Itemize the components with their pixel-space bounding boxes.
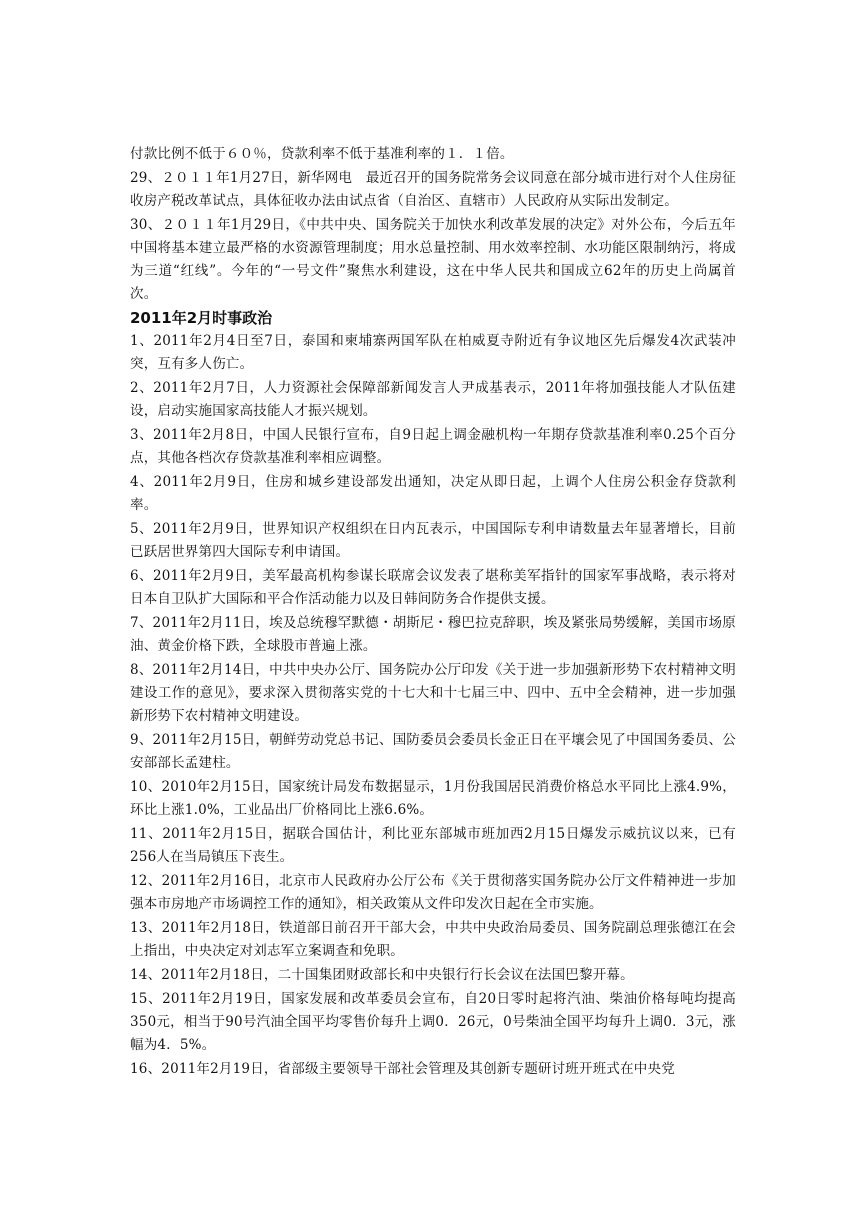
list-item: 13、2011年2月18日，铁道部日前召开干部大会，中共中央政治局委员、国务院副总理张德江在会上指出，中央决定对刘志军立案调查和免职。 bbox=[130, 920, 736, 959]
list-item: 15、2011年2月19日，国家发展和改革委员会宣布，自20日零时起将汽油、柴油价格每吨均提高350元，相当于90号汽油全国平均零售价每升上调0．26元，0号柴油全国平均每升上调0．3元，涨幅为4．5%。 bbox=[130, 991, 736, 1053]
list-item: 12、2011年2月16日，北京市人民政府办公厅公布《关于贯彻落实国务院办公厅文件精神进一步加强本市房地产市场调控工作的通知》，相关政策从文件印发次日起在全市实施。 bbox=[130, 873, 736, 912]
list-item: 8、2011年2月14日，中共中央办公厅、国务院办公厅印发《关于进一步加强新形势下农村精神文明建设工作的意见》，要求深入贯彻落实党的十七大和十七届三中、四中、五中全会精神，进一步加强新形势下农村精神文明建设。 bbox=[130, 662, 736, 724]
list-item: 6、2011年2月9日，美军最高机构参谋长联席会议发表了堪称美军指针的国家军事战略，表示将对日本自卫队扩大国际和平合作活动能力以及日韩间防务合作提供支援。 bbox=[130, 568, 736, 607]
list-item: 14、2011年2月18日，二十国集团财政部长和中央银行行长会议在法国巴黎开幕。 bbox=[130, 967, 634, 983]
document-page bbox=[130, 143, 736, 1082]
list-item: 1、2011年2月4日至7日，泰国和柬埔寨两国军队在柏威夏寺附近有争议地区先后爆发4次武装冲突，互有多人伤亡。 bbox=[130, 333, 736, 372]
paragraph: 29、２０１１年1月27日，新华网电 最近召开的国务院常务会议同意在部分城市进行对个人住房征收房产税改革试点，具体征收办法由试点省（自治区、直辖市）人民政府从实际出发制定。 bbox=[130, 170, 736, 209]
list-item: 7、2011年2月11日，埃及总统穆罕默德・胡斯尼・穆巴拉克辞职，埃及紧张局势缓解，美国市场原油、黄金价格下跌，全球股市普遍上涨。 bbox=[130, 615, 736, 654]
list-item: 5、2011年2月9日，世界知识产权组织在日内瓦表示，中国国际专利申请数量去年显著增长，目前已跃居世界第四大国际专利申请国。 bbox=[130, 521, 736, 560]
list-item: 3、2011年2月8日，中国人民银行宣布，自9日起上调金融机构一年期存贷款基准利率0.25个百分点，其他各档次存贷款基准利率相应调整。 bbox=[130, 427, 736, 466]
list-item: 10、2010年2月15日，国家统计局发布数据显示，1月份我国居民消费价格总水平同比上涨4.9%，环比上涨1.0%，工业品出厂价格同比上涨6.6%。 bbox=[130, 779, 736, 818]
section-heading: 2011年2月时事政治 bbox=[130, 309, 273, 327]
list-item: 2、2011年2月7日，人力资源社会保障部新闻发言人尹成基表示，2011年将加强技能人才队伍建设，启动实施国家高技能人才振兴规划。 bbox=[130, 380, 736, 419]
list-item: 4、2011年2月9日，住房和城乡建设部发出通知，决定从即日起，上调个人住房公积金存贷款利率。 bbox=[130, 474, 736, 513]
list-item: 9、2011年2月15日，朝鲜劳动党总书记、国防委员会委员长金正日在平壤会见了中国国务委员、公安部部长孟建柱。 bbox=[130, 732, 736, 771]
list-item: 11、2011年2月15日，据联合国估计，利比亚东部城市班加西2月15日爆发示威抗议以来，已有256人在当局镇压下丧生。 bbox=[130, 826, 736, 865]
paragraph: 付款比例不低于６０％，贷款利率不低于基准利率的１．１倍。 bbox=[130, 146, 514, 162]
paragraph: 30、２０１１年1月29日，《中共中央、国务院关于加快水利改革发展的决定》对外公布，今后五年中国将基本建立最严格的水资源管理制度；用水总量控制、用水效率控制、水功能区限制纳污，将成为三道“红线”。今年的“一号文件”聚焦水利建设，这在中华人民共和国成立62年的历史上尚属首次。 bbox=[130, 217, 736, 302]
list-item: 16、2011年2月19日，省部级主要领导干部社会管理及其创新专题研讨班开班式在中央党 bbox=[130, 1061, 675, 1077]
